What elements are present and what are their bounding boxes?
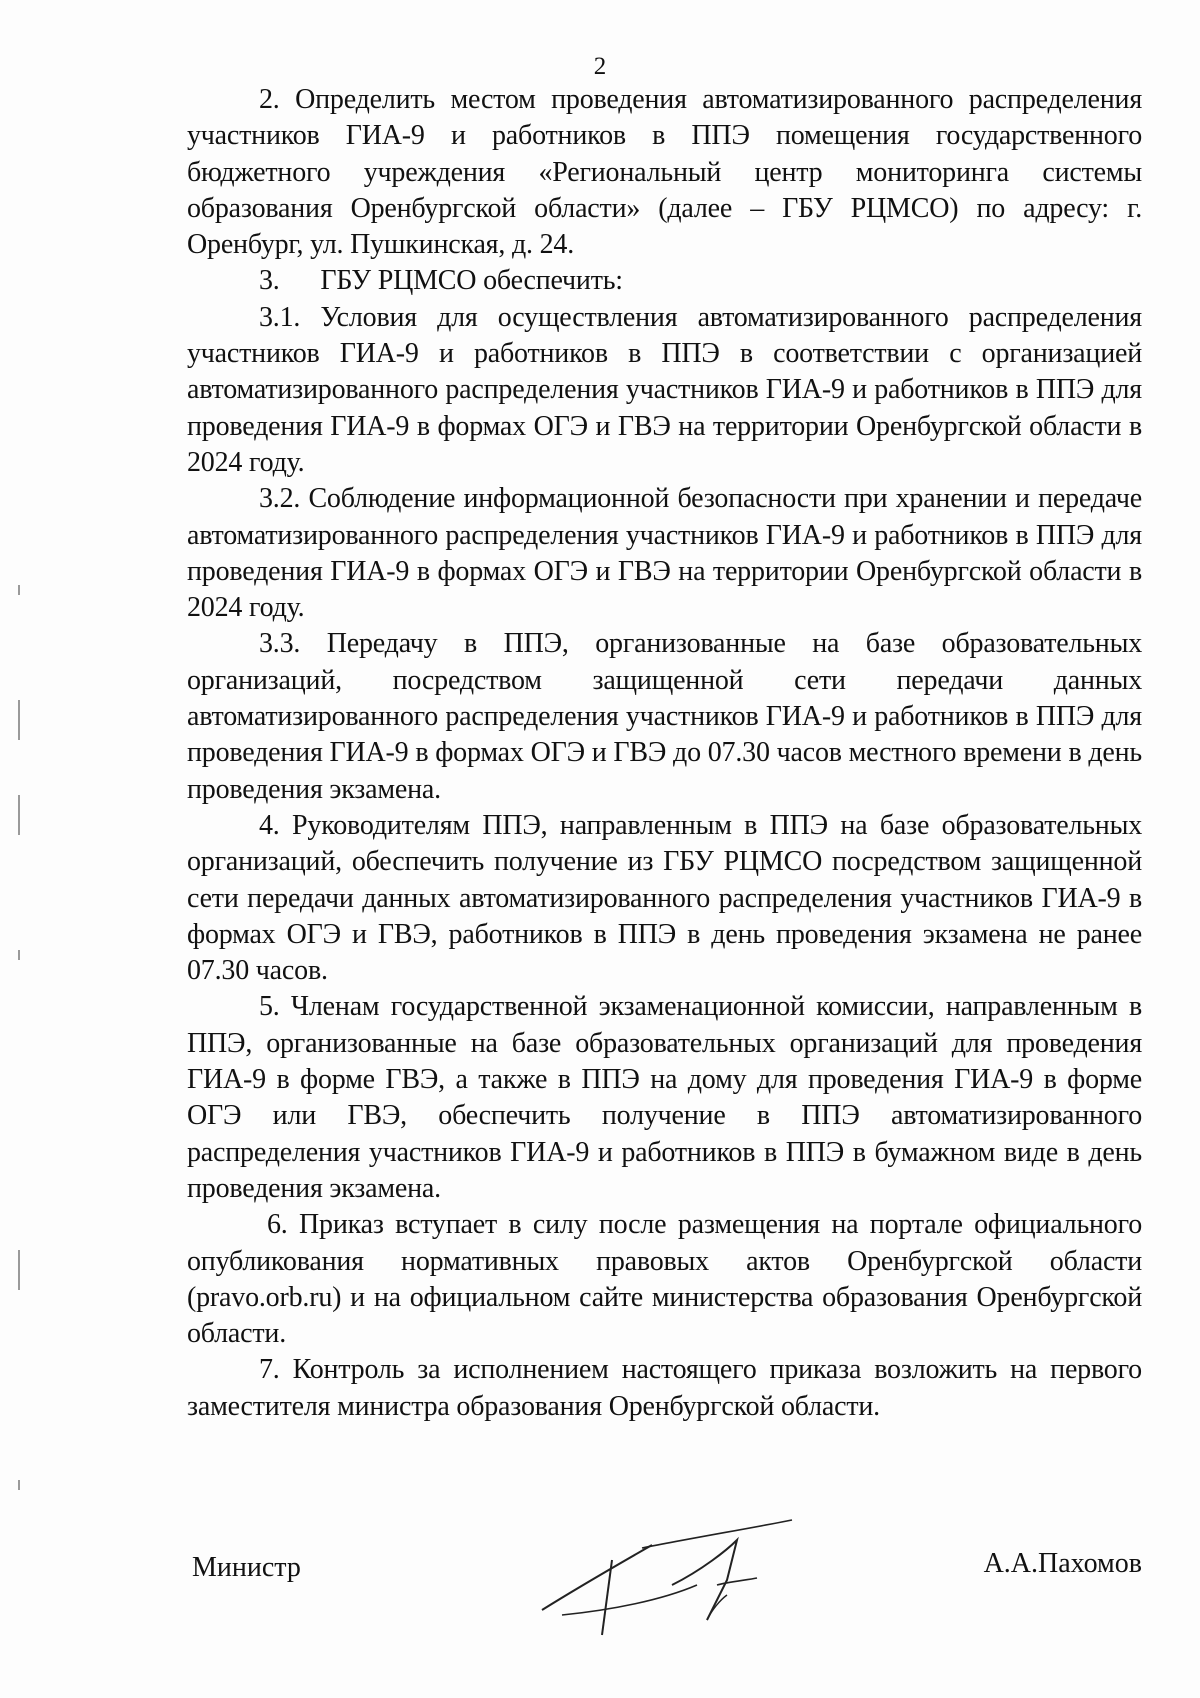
scan-margin-marks [18,0,26,1698]
paragraph-3-3: 3.3. Передачу в ППЭ, организованные на базе образовательных организаций, посредством защищенной сети передачи данных автоматизированного распределения участников ГИА-9 и работников в ППЭ для проведения ГИА-9 в формах ОГЭ и ГВЭ до 07.30 часов местного времени в день проведения экзамена. [187,628,1142,805]
page-number: 2 [593,53,607,80]
document-body [187,82,1142,1425]
paragraph-3-1: 3.1. Условия для осуществления автоматизированного распределения участников ГИА-9 и работников в ППЭ в соответствии с организацией автоматизированного распределения участников ГИА-9 и работников в ППЭ для проведения ГИА-9 в формах ОГЭ и ГВЭ на территории Оренбургской области в 2024 году. [187,301,1142,478]
paragraph-3-2: 3.2. Соблюдение информационной безопасности при хранении и передаче автоматизированного распределения участников ГИА-9 и работников в ППЭ для проведения ГИА-9 в формах ОГЭ и ГВЭ на территории Оренбургской области в 2024 году. [187,483,1142,624]
paragraph-5: 5. Членам государственной экзаменационной комиссии, направленным в ППЭ, организованные на базе образовательных организаций для проведения ГИА-9 в форме ГВЭ, а также в ППЭ на дому для проведения ГИА-9 в форме ОГЭ или ГВЭ, обеспечить получение в ППЭ автоматизированного распределения участников ГИА-9 и работников в ППЭ в бумажном виде в день проведения экзамена. [187,991,1142,1204]
paragraph-7: 7. Контроль за исполнением настоящего приказа возложить на первого заместителя министра образования Оренбургской области. [187,1354,1142,1422]
signatory-title: Министр [192,1552,301,1583]
paragraph-3: 3. ГБУ РЦМСО обеспечить: [259,265,623,297]
paragraph-2: 2. Определить местом проведения автоматизированного распределения участников ГИА-9 и работников в ППЭ помещения государственного бюджетного учреждения «Региональный центр мониторинга системы образования Оренбургской области» (далее – ГБУ РЦМСО) по адресу: г. Оренбург, ул. Пушкинская, д. 24. [187,84,1142,261]
signatory-name: А.А.Пахомов [983,1548,1142,1579]
paragraph-4: 4. Руководителям ППЭ, направленным в ППЭ на базе образовательных организаций, обеспечить получение из ГБУ РЦМСО посредством защищенной сети передачи данных автоматизированного распределения участников ГИА-9 в формах ОГЭ и ГВЭ, работников в ППЭ в день проведения экзамена не ранее 07.30 часов. [187,809,1142,987]
handwritten-signature [522,1490,822,1640]
paragraph-6: 6. Приказ вступает в силу после размещения на портале официального опубликования нормативных правовых актов Оренбургской области (pravo.orb.ru) и на официальном сайте министерства образования Оренбургской области. [187,1209,1142,1350]
signature-block [187,1540,1142,1660]
